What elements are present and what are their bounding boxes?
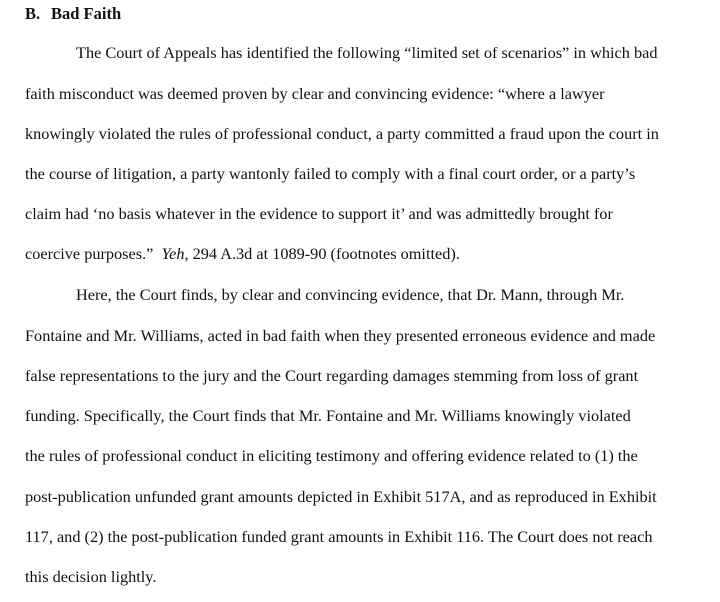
- text-line: the course of litigation, a party wantonly failed to comply with a final court order, or a party’s: [25, 164, 636, 183]
- text-line: claim had ‘no basis whatever in the evidence to support it’ and was admittedly brought for: [25, 204, 613, 223]
- text-line: this decision lightly.: [25, 567, 157, 586]
- text-run: coercive purposes.”: [25, 244, 162, 263]
- text-line: The Court of Appeals has identified the following “limited set of scenarios” in which bad: [76, 43, 658, 62]
- text-run: , 294 A.3d at 1089-90 (footnotes omitted).: [184, 244, 460, 263]
- text-line: Here, the Court finds, by clear and convincing evidence, that Dr. Mann, through Mr.: [76, 285, 625, 304]
- text-line: knowingly violated the rules of professional conduct, a party committed a fraud upon the court in: [25, 124, 659, 143]
- text-line: [25, 243, 460, 265]
- section-title: Bad Faith: [51, 4, 122, 23]
- text-line: faith misconduct was deemed proven by clear and convincing evidence: “where a lawyer: [25, 84, 605, 103]
- text-line: the rules of professional conduct in eliciting testimony and offering evidence related to (1) the: [25, 446, 638, 465]
- text-line: post-publication unfunded grant amounts depicted in Exhibit 517A, and as reproduced in Exhibit: [25, 487, 657, 506]
- case-citation: Yeh: [161, 244, 185, 263]
- text-line: funding. Specifically, the Court finds that Mr. Fontaine and Mr. Williams knowingly violated: [25, 406, 631, 425]
- section-number: B.: [25, 4, 41, 23]
- text-line: 117, and (2) the post-publication funded grant amounts in Exhibit 116. The Court does not reach: [25, 527, 653, 546]
- text-line: Fontaine and Mr. Williams, acted in bad faith when they presented erroneous evidence and made: [25, 326, 656, 345]
- text-line: false representations to the jury and the Court regarding damages stemming from loss of grant: [25, 366, 639, 385]
- section-heading: [25, 3, 121, 25]
